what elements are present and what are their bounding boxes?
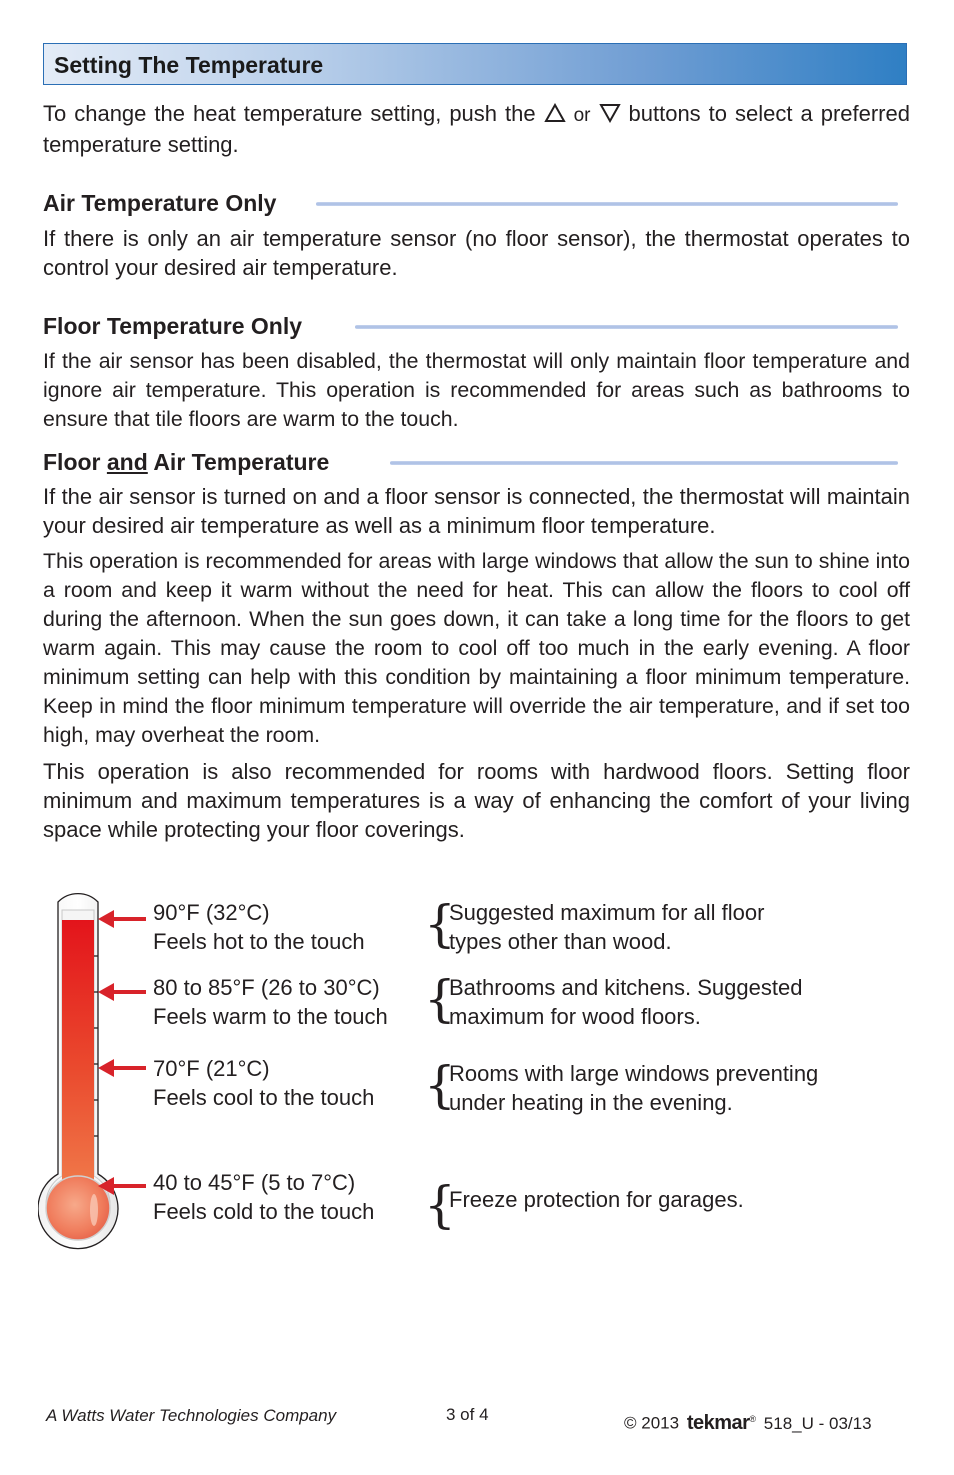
air-only-text: If there is only an air temperature sensor (no floor sensor), the thermostat operates to control your desired air temperature. xyxy=(43,226,910,280)
section-title: Setting The Temperature xyxy=(54,52,324,78)
level-hot-desc-1: Suggested maximum for all floor xyxy=(449,900,765,925)
heading-rule xyxy=(355,325,898,329)
footer-company: A Watts Water Technologies Company xyxy=(46,1406,337,1425)
air-only-heading: Air Temperature Only xyxy=(43,190,277,216)
level-warm-temp: 80 to 85°F (26 to 30°C) xyxy=(153,975,380,1000)
level-warm-feel: Feels warm to the touch xyxy=(153,1004,388,1029)
tekmar-logo: tekmar xyxy=(686,1411,750,1434)
floor-and-air-p3: This operation is also recommended for rooms with hardwood floors. Setting floor minimum and maximum temperatures is a way of enhancing the comfort of your living space while protecting your floor coverings. xyxy=(43,759,910,842)
arrow-left-icon xyxy=(96,1056,148,1080)
floor-only-heading: Floor Temperature Only xyxy=(43,313,303,339)
level-cool-desc-2: under heating in the evening. xyxy=(449,1090,733,1115)
level-cool-feel: Feels cool to the touch xyxy=(153,1085,375,1110)
brace-icon: { xyxy=(424,970,456,1028)
level-warm-desc-2: maximum for wood floors. xyxy=(449,1004,701,1029)
level-cold-feel: Feels cold to the touch xyxy=(153,1199,375,1224)
arrow-left-icon xyxy=(96,980,148,1004)
brace-icon: { xyxy=(424,1056,456,1114)
floor-and-air-p1: If the air sensor is turned on and a floor sensor is connected, the thermostat will maintain your desired air temperature as well as a minimum floor temperature. xyxy=(43,484,910,538)
footer-copyright: © 2013 tekmar® 518_U - 03/13 xyxy=(624,1411,872,1434)
intro-paragraph xyxy=(43,99,910,159)
heading-rule xyxy=(316,202,898,206)
floor-only-text: If the air sensor has been disabled, the thermostat will only maintain floor temperature and ignore air temperature. This operation is recommended for areas such as bathrooms to ensure that tile floors are warm to the touch. xyxy=(43,349,910,431)
arrow-left-icon xyxy=(96,1174,148,1198)
heading-rule xyxy=(390,461,898,465)
brace-icon: { xyxy=(424,1176,456,1234)
intro-text-1: To change the heat temperature setting, push the xyxy=(43,101,536,126)
level-hot-desc-2: types other than wood. xyxy=(449,929,672,954)
arrow-left-icon xyxy=(96,907,148,931)
floor-and-air-heading: Floor and Air Temperature xyxy=(43,449,330,475)
level-hot-feel: Feels hot to the touch xyxy=(153,929,365,954)
section-banner xyxy=(43,43,907,85)
level-cold-desc-1: Freeze protection for garages. xyxy=(449,1187,744,1212)
level-cool-desc-1: Rooms with large windows preventing xyxy=(449,1061,819,1086)
level-hot-temp: 90°F (32°C) xyxy=(153,900,270,925)
triangle-up-icon xyxy=(544,103,566,123)
brace-icon: { xyxy=(424,895,456,953)
level-cold-temp: 40 to 45°F (5 to 7°C) xyxy=(153,1170,356,1195)
floor-and-air-p2: This operation is recommended for areas with large windows that allow the sun to shine into a room and keep it warm without the need for heat. This can allow the floors to cool off during the afternoon. When the sun goes down, it can take a long time for the floors to get warm again. This may cause the room to cool off too much in the early evening. A floor minimum setting can help with this condition by maintaining a floor minimum temperature. Keep in mind the floor minimum temperature will override the air temperature, and if set too high, may overheat the room. xyxy=(43,549,910,747)
intro-text-2: buttons to select a preferred temperature setting. xyxy=(43,101,910,157)
level-warm-desc-1: Bathrooms and kitchens. Suggested xyxy=(449,975,803,1000)
intro-or: or xyxy=(573,105,591,126)
footer-page-number: 3 of 4 xyxy=(446,1405,489,1424)
triangle-down-icon xyxy=(599,103,621,123)
level-cool-temp: 70°F (21°C) xyxy=(153,1056,270,1081)
